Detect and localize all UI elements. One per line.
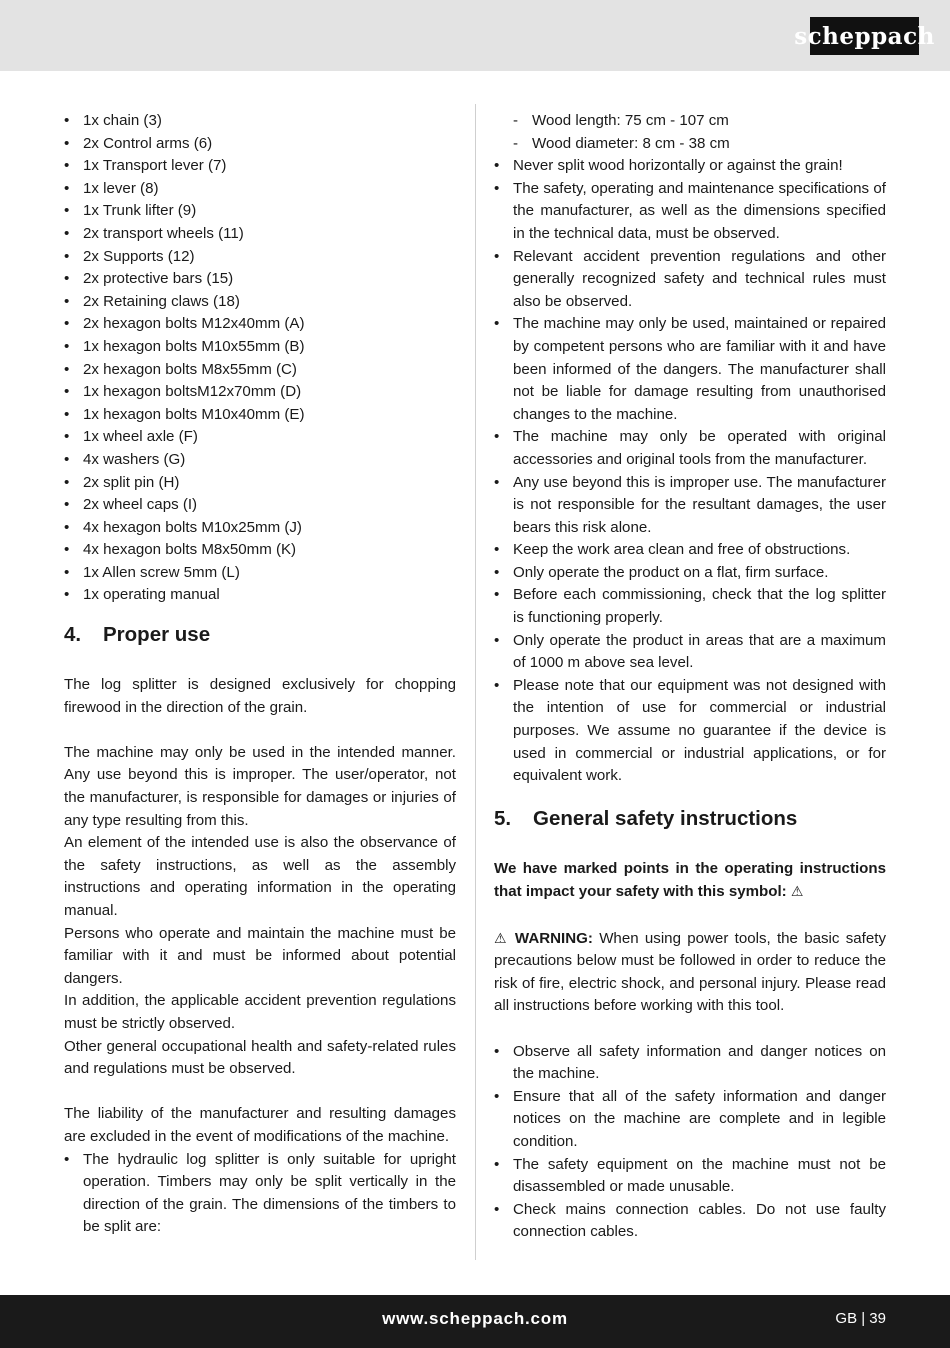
list-item: • Keep the work area clean and free of obstructions. bbox=[494, 539, 886, 562]
section-4-heading bbox=[64, 620, 456, 650]
website-link[interactable]: www.scheppach.com bbox=[382, 1309, 568, 1328]
list-item: • 2x Retaining claws (18) bbox=[64, 291, 456, 314]
paragraph: An element of the intended use is also the observance of the safety instructions, as well as the assembly instructions and operating information in the operating manual. bbox=[64, 834, 456, 919]
section-title: Proper use bbox=[103, 623, 211, 647]
page-header bbox=[0, 0, 950, 71]
warning-label: WARNING: bbox=[514, 929, 593, 947]
list-item: • 4x washers (G) bbox=[64, 449, 456, 472]
left-column bbox=[64, 110, 456, 1239]
list-item: • 1x chain (3) bbox=[64, 110, 456, 133]
symbol-note bbox=[494, 858, 886, 904]
list-item: • 1x Trunk lifter (9) bbox=[64, 200, 456, 223]
list-item: • Never split wood horizontally or against the grain! bbox=[494, 155, 886, 178]
warning-paragraph bbox=[494, 927, 886, 1018]
right-column bbox=[494, 110, 886, 1244]
list-item: • 1x wheel axle (F) bbox=[64, 426, 456, 449]
list-item: • Check mains connection cables. Do not use faulty connection cables. bbox=[494, 1199, 886, 1244]
parts-list bbox=[64, 110, 456, 607]
bullet-list bbox=[64, 1149, 456, 1239]
paragraph: The machine may only be used in the intended manner. Any use beyond this is improper. The user/operator, not the manufacturer, is responsible for damages or injuries of any type resulting from this. bbox=[64, 743, 456, 829]
list-item: • The machine may only be used, maintained or repaired by competent persons who are familiar with it and have been informed of the dangers. The manufacturer shall not be liable for damage resulting from unauthorised changes to the machine. bbox=[494, 313, 886, 426]
list-item: • 1x Transport lever (7) bbox=[64, 155, 456, 178]
list-item: • 2x split pin (H) bbox=[64, 472, 456, 495]
list-item: • The safety equipment on the machine must not be disassembled or made unusable. bbox=[494, 1154, 886, 1199]
list-item: • 2x hexagon bolts M12x40mm (A) bbox=[64, 313, 456, 336]
dimension-list bbox=[494, 110, 886, 155]
scheppach-logo: scheppach bbox=[810, 17, 919, 55]
page-footer bbox=[0, 1295, 950, 1348]
list-item: - Wood diameter: 8 cm - 38 cm bbox=[494, 133, 886, 156]
list-item: - Wood length: 75 cm - 107 cm bbox=[494, 110, 886, 133]
list-item: • 1x operating manual bbox=[64, 584, 456, 607]
list-item: • Please note that our equipment was not designed with the intention of use for commercial or industrial purposes. We assume no guarantee if the device is used in commercial or industrial applications, or for equivalent work. bbox=[494, 675, 886, 788]
paragraph: Other general occupational health and safety-related rules and regulations must be observed. bbox=[64, 1037, 456, 1078]
column-divider bbox=[475, 104, 476, 1260]
list-item: • 2x protective bars (15) bbox=[64, 268, 456, 291]
warning-triangle-icon: ⚠ bbox=[494, 929, 509, 946]
list-item: • Relevant accident prevention regulations and other generally recognized safety and technical rules must also be observed. bbox=[494, 246, 886, 314]
list-item: • 1x hexagon bolts M10x55mm (B) bbox=[64, 336, 456, 359]
list-item: • Only operate the product on a flat, firm surface. bbox=[494, 562, 886, 585]
list-item: • 2x Supports (12) bbox=[64, 246, 456, 269]
symbol-note-text: We have marked points in the operating instructions that impact your safety with this symbol: bbox=[494, 859, 886, 901]
list-item: • 4x hexagon bolts M10x25mm (J) bbox=[64, 517, 456, 540]
paragraph: The liability of the manufacturer and resulting damages are excluded in the event of modifications of the machine. bbox=[64, 1105, 456, 1145]
section-number: 5. bbox=[494, 806, 512, 830]
list-item: • Before each commissioning, check that the log splitter is functioning properly. bbox=[494, 584, 886, 629]
list-item: • The safety, operating and maintenance specifications of the manufacturer, as well as the dimensions specified in the technical data, must be observed. bbox=[494, 178, 886, 246]
list-item: • Any use beyond this is improper use. The manufacturer is not responsible for the resultant damages, the user bears this risk alone. bbox=[494, 472, 886, 540]
list-item: • Only operate the product in areas that are a maximum of 1000 m above sea level. bbox=[494, 630, 886, 675]
section-5-heading bbox=[494, 804, 886, 834]
paragraph: The log splitter is designed exclusively for chopping firewood in the direction of the grain. bbox=[64, 676, 456, 716]
section-number: 4. bbox=[64, 623, 82, 647]
list-item: • 2x wheel caps (I) bbox=[64, 494, 456, 517]
warning-triangle-icon: ⚠ bbox=[790, 883, 804, 900]
list-item: • Ensure that all of the safety information and danger notices on the machine are complete and in legible condition. bbox=[494, 1086, 886, 1154]
list-item: • 2x hexagon bolts M8x55mm (C) bbox=[64, 359, 456, 382]
bullet-list bbox=[494, 155, 886, 788]
list-item: • 1x Allen screw 5mm (L) bbox=[64, 562, 456, 585]
list-item: • The machine may only be operated with original accessories and original tools from the manufacturer. bbox=[494, 426, 886, 471]
list-item: • 4x hexagon bolts M8x50mm (K) bbox=[64, 539, 456, 562]
paragraph: In addition, the applicable accident prevention regulations must be strictly observed. bbox=[64, 992, 456, 1032]
warning-text: When using power tools, the basic safety precautions below must be followed in order to reduce the risk of fire, electric shock, and personal injury. Please read all instructions before working with this tool. bbox=[494, 929, 886, 1015]
bullet-list bbox=[494, 1041, 886, 1244]
list-item: • The hydraulic log splitter is only suitable for upright operation. Timbers may only be split vertically in the direction of the grain. The dimensions of the timbers to be split are: bbox=[64, 1149, 456, 1239]
paragraph: Persons who operate and maintain the machine must be familiar with it and must be informed about potential dangers. bbox=[64, 924, 456, 987]
list-item: • 2x transport wheels (11) bbox=[64, 223, 456, 246]
list-item: • Observe all safety information and danger notices on the machine. bbox=[494, 1041, 886, 1086]
section-title: General safety instructions bbox=[533, 806, 798, 830]
page-number: GB | 39 bbox=[835, 1310, 886, 1327]
list-item: • 1x lever (8) bbox=[64, 178, 456, 201]
list-item: • 2x Control arms (6) bbox=[64, 133, 456, 156]
list-item: • 1x hexagon boltsM12x70mm (D) bbox=[64, 381, 456, 404]
list-item: • 1x hexagon bolts M10x40mm (E) bbox=[64, 404, 456, 427]
